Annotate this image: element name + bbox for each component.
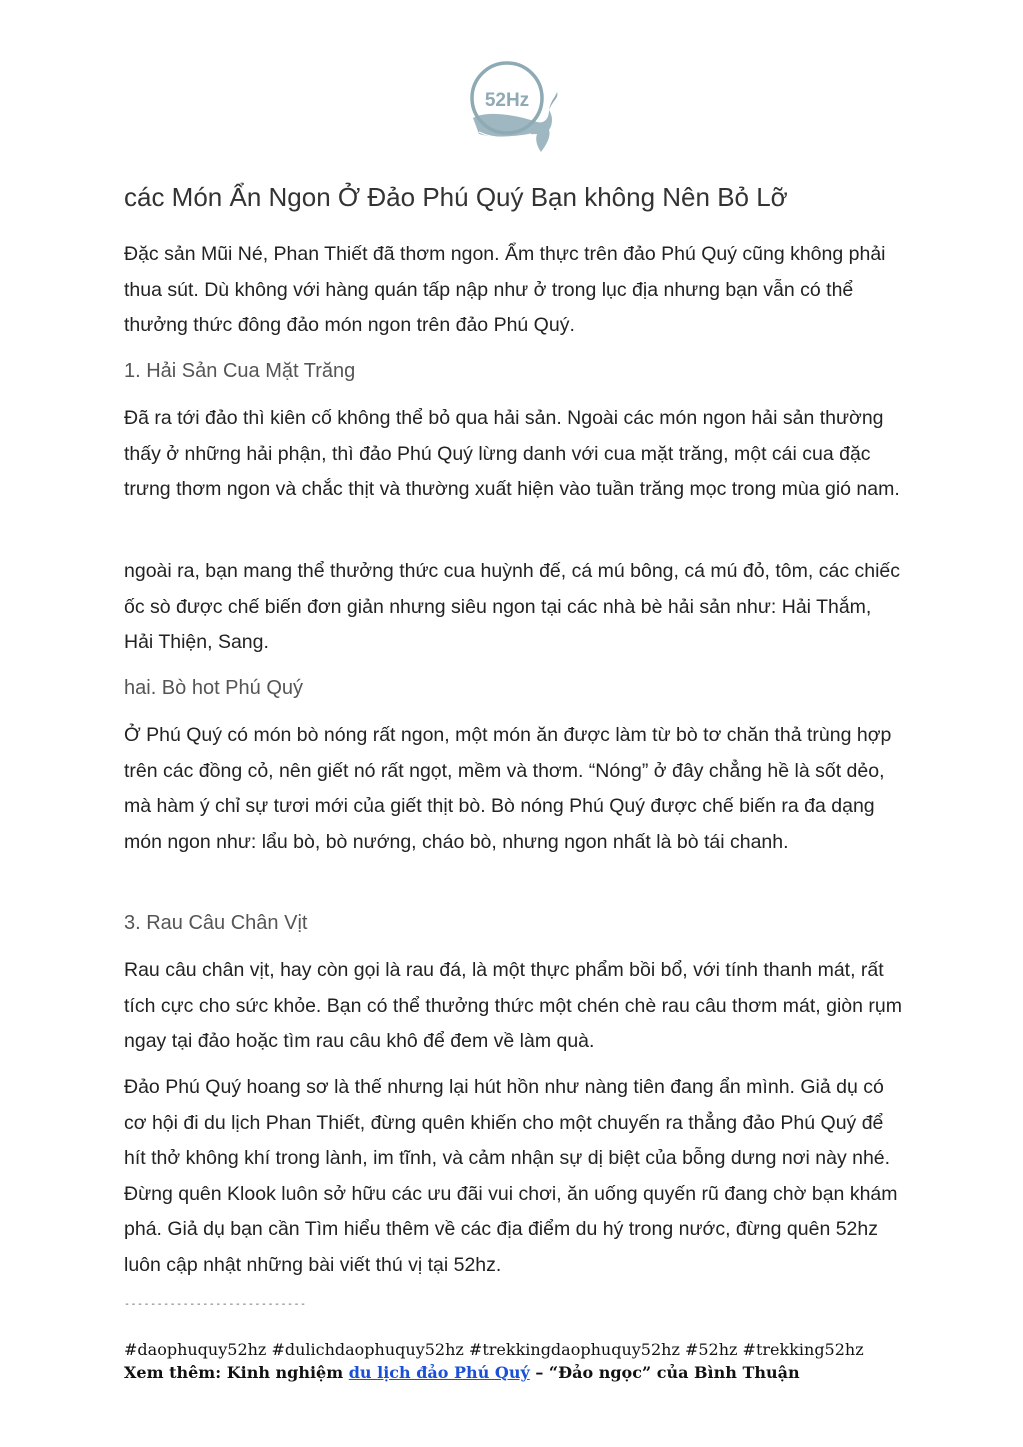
- section-paragraph: Rau câu chân vịt, hay còn gọi là rau đá, là một thực phẩm bồi bổ, với tính thanh mát, rất tích cực cho sức khỏe. Bạn có thể thưởng thức một chén chè rau câu thơm mát, giòn rụm ngay tại đảo hoặc tìm rau câu khô để đem về làm quà.: [124, 959, 902, 1052]
- page-title: các Món Ẩn Ngon Ở Đảo Phú Quý Bạn không Nên Bỏ Lỡ: [124, 182, 788, 212]
- section-heading: hai. Bò hot Phú Quý: [124, 677, 304, 699]
- section-paragraph: Đảo Phú Quý hoang sơ là thế nhưng lại hút hồn như nàng tiên đang ẩn mình. Giả dụ có cơ hội đi du lịch Phan Thiết, đừng quên khiến cho một chuyến ra thẳng đảo Phú Quý để hít thở không khí trong lành, im tĩnh, và cảm nhận sự dị biệt của bỗng dưng nơi này nhé. Đừng quên Klook luôn sở hữu các ưu đãi vui chơi, ăn uống quyến rũ đang chờ bạn khám phá. Giả dụ bạn cần Tìm hiểu thêm về các địa điểm du hý trong nước, đừng quên 52hz luôn cập nhật những bài viết thú vị tại 52hz.: [124, 1076, 898, 1276]
- section-paragraph: Ở Phú Quý có món bò nóng rất ngon, một món ăn được làm từ bò tơ chăn thả trùng hợp trên các đồng cỏ, nên giết nó rất ngọt, mềm và thơm. “Nóng” ở đây chẳng hề là sốt dẻo, mà hàm ý chỉ sự tươi mới của giết thịt bò. Bò nóng Phú Quý được chế biến ra đa dạng món ngon như: lẩu bò, bò nướng, cháo bò, nhưng ngon nhất là bò tái chanh.: [124, 724, 892, 853]
- intro-text: , Phan Thiết đã thơm ngon. Ẩm thực trên đảo Phú Quý cũng không phải thua sút. Dù không với hàng quán tấp nập như ở trong lục địa nhưng bạn vẫn có thể thưởng thức đông đảo món ngon trên đảo Phú Quý.: [124, 243, 886, 336]
- logo-text: 52Hz: [484, 90, 530, 111]
- see-more-line: [124, 1363, 800, 1382]
- see-more-suffix: – “Đảo ngọc” của Bình Thuận: [529, 1363, 800, 1382]
- hashtags: #daophuquy52hz #dulichdaophuquy52hz #trekkingdaophuquy52hz #52hz #trekking52hz: [124, 1340, 864, 1359]
- divider-line: ----------------------------: [124, 1299, 307, 1310]
- intro-paragraph: [124, 237, 904, 344]
- section-heading: 1. Hải Sản Cua Mặt Trăng: [124, 360, 356, 382]
- whale-52hz-logo-icon: [465, 60, 560, 160]
- section-paragraph: Đã ra tới đảo thì kiên cố không thể bỏ qua hải sản. Ngoài các món ngon hải sản thường thấy ở những hải phận, thì đảo Phú Quý lừng danh với cua mặt trăng, một cái cua đặc trưng thơm ngon và chắc thịt và thường xuất hiện vào tuần trăng mọc trong mùa gió nam.: [124, 407, 900, 500]
- intro-link[interactable]: Đặc sản Mũi Né: [124, 243, 263, 265]
- see-more-prefix: Xem thêm: Kinh nghiệm: [124, 1363, 349, 1382]
- see-more-link[interactable]: du lịch đảo Phú Quý: [348, 1363, 530, 1382]
- section-paragraph: ngoài ra, bạn mang thể thưởng thức cua huỳnh đế, cá mú bông, cá mú đỏ, tôm, các chiếc ốc sò được chế biến đơn giản nhưng siêu ngon tại các nhà bè hải sản như: Hải Thắm, Hải Thiện, Sang.: [124, 560, 901, 653]
- section-heading: 3. Rau Câu Chân Vịt: [124, 912, 308, 934]
